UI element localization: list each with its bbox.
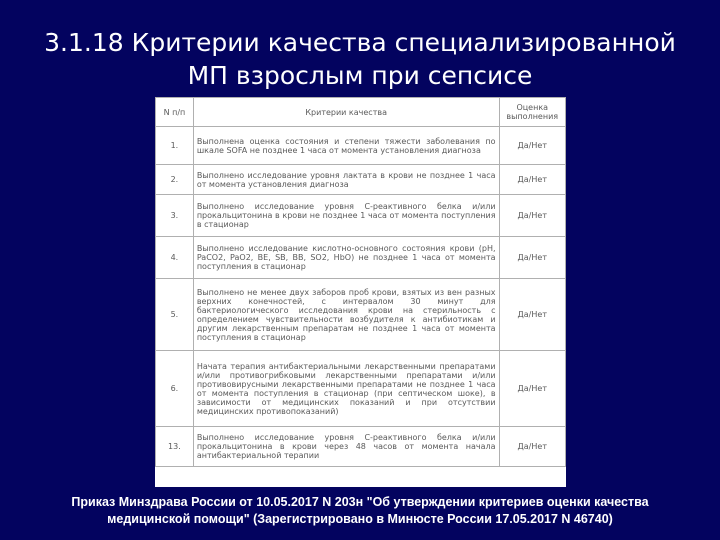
row-criteria: Выполнено не менее двух заборов проб крови, взятых из вен разных верхних конечностей, с интервалом 30 минут для бактериологического исследования крови на стерильность с определением чувствительности возбудителя к антибиотикам и другим лекарственным препаратам не позднее 1 часа от момента поступления в стационар: [193, 279, 499, 351]
table-header-row: [156, 98, 566, 127]
criteria-document: [155, 97, 566, 487]
slide-title: [0, 26, 720, 92]
row-num: 6.: [156, 351, 194, 427]
criteria-table: [155, 97, 566, 467]
row-num: 3.: [156, 195, 194, 237]
row-score: Да/Нет: [499, 237, 565, 279]
header-num: N п/п: [156, 98, 194, 127]
row-criteria: Начата терапия антибактериальными лекарственными препаратами и/или противогрибковыми лекарственными препаратами и/или противовирусными лекарственными препаратами не позднее 1 часа от момента поступления в стационар (при септическом шоке), в зависимости от медицинских показаний и при отсутствии медицинских противопоказаний): [193, 351, 499, 427]
row-criteria: Выполнено исследование уровня лактата в крови не позднее 1 часа от момента установления диагноза: [193, 165, 499, 195]
row-criteria: Выполнено исследование уровня С-реактивного белка и/или прокальцитонина в крови не позднее 1 часа от момента поступления в стационар: [193, 195, 499, 237]
table-row: [156, 165, 566, 195]
row-score: Да/Нет: [499, 127, 565, 165]
slide-title-line-1: 3.1.18 Критерии качества специализированной: [44, 28, 676, 57]
header-criteria: Критерии качества: [193, 98, 499, 127]
row-score: Да/Нет: [499, 351, 565, 427]
row-criteria: Выполнена оценка состояния и степени тяжести заболевания по шкале SOFA не позднее 1 часа от момента установления диагноза: [193, 127, 499, 165]
source-footnote: [0, 494, 720, 528]
row-score: Да/Нет: [499, 165, 565, 195]
row-score: Да/Нет: [499, 195, 565, 237]
table-row: [156, 237, 566, 279]
table-row: [156, 427, 566, 467]
row-num: 4.: [156, 237, 194, 279]
footnote-line-2: медицинской помощи" (Зарегистрировано в Минюсте России 17.05.2017 N 46740): [107, 512, 613, 526]
row-num: 13.: [156, 427, 194, 467]
slide-title-line-2: МП взрослым при сепсисе: [187, 61, 533, 90]
row-score: Да/Нет: [499, 427, 565, 467]
table-row: [156, 351, 566, 427]
row-num: 1.: [156, 127, 194, 165]
row-score: Да/Нет: [499, 279, 565, 351]
row-num: 5.: [156, 279, 194, 351]
table-row: [156, 195, 566, 237]
footnote-line-1: Приказ Минздрава России от 10.05.2017 N 203н "Об утверждении критериев оценки качества: [71, 495, 649, 509]
row-criteria: Выполнено исследование кислотно-основного состояния крови (pH, PaCO2, PaO2, BE, SB, BB, SO2, HbO) не позднее 1 часа от момента поступления в стационар: [193, 237, 499, 279]
table-row: [156, 279, 566, 351]
table-row: [156, 127, 566, 165]
row-num: 2.: [156, 165, 194, 195]
header-score: Оценка выполнения: [499, 98, 565, 127]
row-criteria: Выполнено исследование уровня С-реактивного белка и/или прокальцитонина в крови через 48 часов от момента начала антибактериальной терапии: [193, 427, 499, 467]
